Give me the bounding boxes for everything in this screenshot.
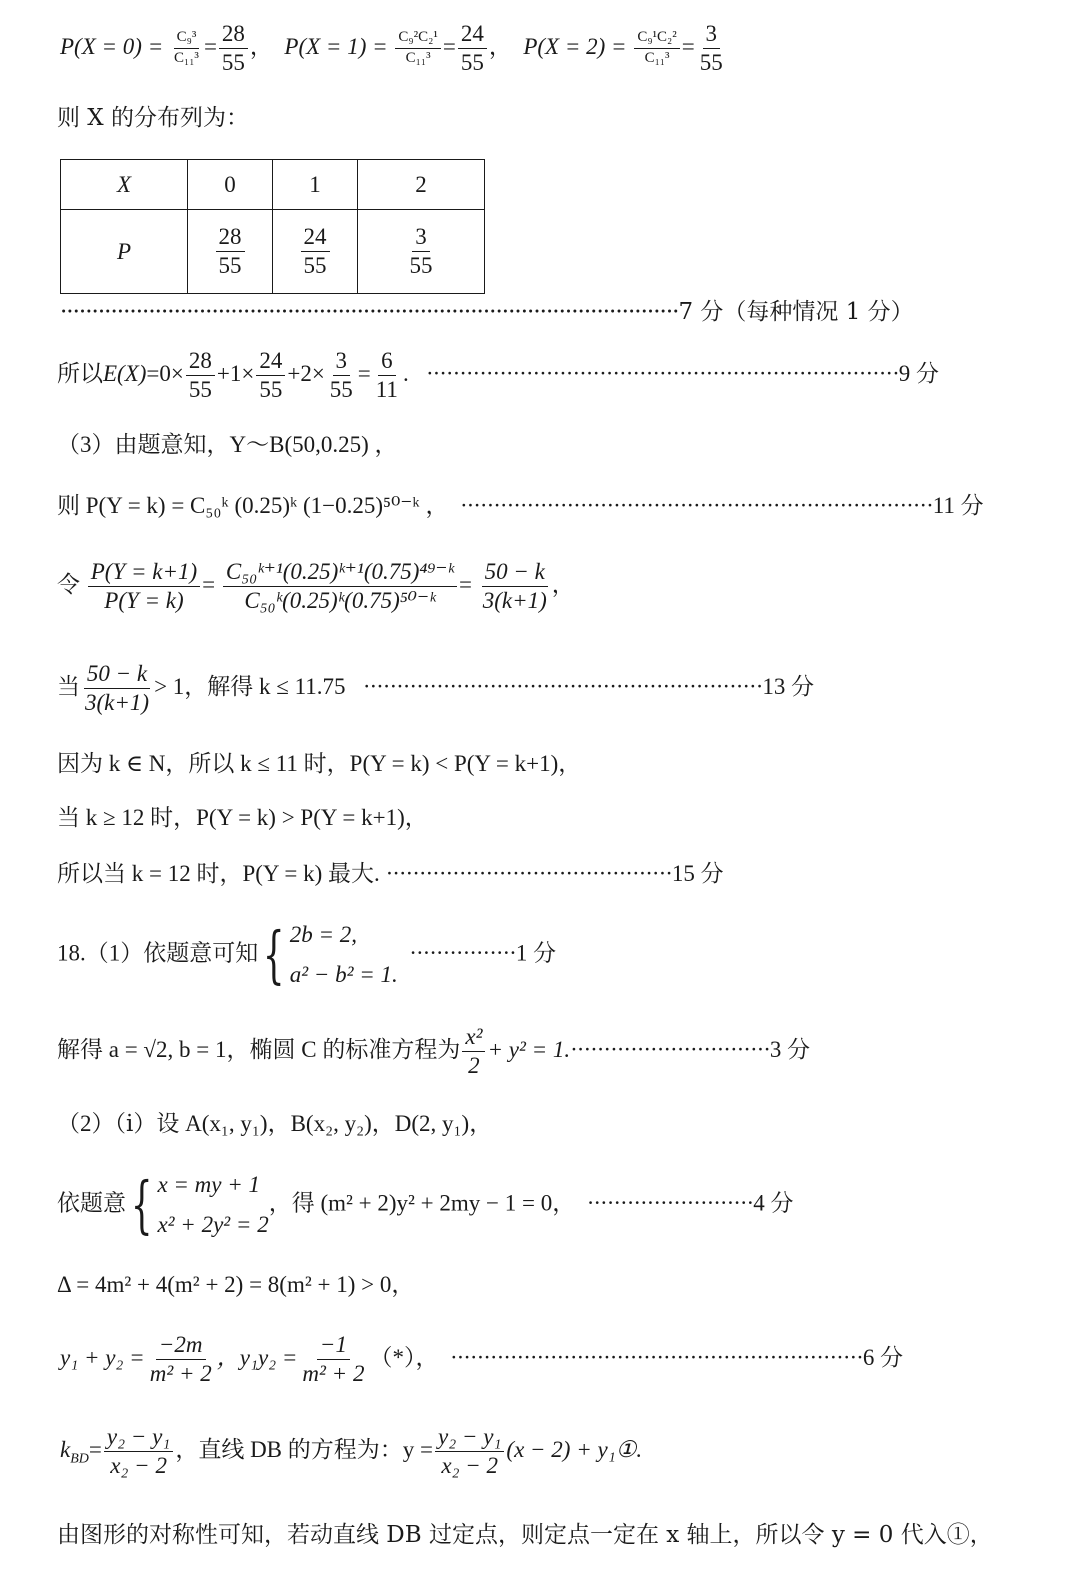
table-cell-p1: $\frac{24}{55}$ (273, 210, 358, 294)
p2-fraction: $\frac{3}{55}$ (699, 21, 723, 76)
score-7-line: ··································································································7 分（每种情况 1 分） (60, 299, 914, 325)
score-11: 11 分 (932, 493, 984, 518)
p1-fraction: $\frac{24}{55}$ (458, 22, 487, 75)
system-line: 依题意{ x = my + 1 x² + 2y² = 2 ，得 (m² + 2)y² + 2my − 1 = 0， ·························4 分 (57, 1168, 794, 1242)
table-row-label: P (61, 210, 188, 294)
expectation-line: 所以E(X)=0× $\frac{28}{55}$ +1× $\frac{24}{55}$ +2× $\frac{3}{55}$ = $\frac{6}{11}$ . ·······································································9 分 (57, 348, 939, 403)
score-6: 6 分 (862, 1344, 904, 1370)
table-header-x: X (61, 160, 188, 210)
k-line-3: 所以当 k = 12 时，P(Y = k) 最大. ···········································15 分 (57, 861, 724, 886)
score-9: 9 分 (898, 360, 939, 386)
p0-comb-fraction: $\frac{\text{C₉³}}{\text{C₁₁³}}$ (173, 29, 199, 67)
k-line-2: 当 k ≥ 12 时，P(Y = k) > P(Y = k+1)， (57, 805, 428, 830)
solve-line: 解得 a = √2, b = 1，椭圆 C 的标准方程为 $\frac{\text{x²}}{2}$ + y² = 1.······························3 分 (57, 1024, 811, 1079)
p2-label: P(X = 2) = (523, 33, 627, 59)
distribution-intro: 则 X 的分布列为： (57, 105, 249, 131)
score-1: 1 分 (515, 940, 557, 966)
ratio-line: 令 $\frac{P(Y = k+1)}{P(Y = k)}$ = $\frac{\text{C₅₀ᵏ⁺¹(0.25)ᵏ⁺¹(0.75)⁴⁹⁻ᵏ}}{\text{C₅₀ᵏ(0.25)ᵏ(0.75)⁵⁰⁻ᵏ}}$ = $\frac{50 - k}{3(k+1)}$ ， (57, 559, 575, 614)
slope-line: $k_{BD}=$ $\frac{\text{y₂ − y₁}}{\text{x₂ − 2}}$ ，直线 DB 的方程为：y = $\frac{\text{y₂ − y₁}}{\text{x₂ − 2}}$ (x − 2) + y₁①. (60, 1424, 643, 1479)
probability-line: P(X = 0) = $\frac{\text{C₉³}}{\text{C₁₁³}}$ = $\frac{28}{55}$ ， P(X = 1) = $\frac{\text{C₉²C₂¹}}{\text{C₁₁³}}$ = $\frac{24}{55}$ ， P(X = 2) = $\frac{\text{C₉¹C₂²}}{\text{C₁₁³}}$ = $\frac{3}{55}$ (60, 22, 728, 75)
p1-comb-fraction: $\frac{\text{C₉²C₂¹}}{\text{C₁₁³}}$ (395, 30, 440, 67)
table-header-0: 0 (188, 160, 273, 210)
p0-label: P(X = 0) = (60, 33, 164, 59)
score-15: 15 分 (671, 861, 724, 886)
vieta-line: y₁ + y₂ = $\frac{-2m}{\text{m² + 2}}$ ，y₁y₂ = $\frac{-1}{\text{m² + 2}}$ （*）， ······························································6 分 (60, 1332, 904, 1387)
p2-comb-fraction: $\frac{\text{C₉¹C₂²}}{\text{C₁₁³}}$ (634, 30, 679, 67)
score-7: 7 分（每种情况 1 分） (678, 299, 914, 325)
last-line: 由图形的对称性可知，若动直线 DB 过定点，则定点一定在 x 轴上，所以令 y = 0 代入①， (57, 1522, 993, 1548)
part3-line: （3）由题意知，Y～B(50,0.25) ， (57, 432, 398, 457)
score-4: 4 分 (753, 1190, 794, 1216)
score-3: 3 分 (769, 1036, 811, 1062)
p0-fraction: $\frac{28}{55}$ (219, 22, 248, 75)
table-header-2: 2 (358, 160, 485, 210)
table-cell-p2: $\frac{3}{55}$ (358, 210, 485, 294)
distribution-table (60, 159, 485, 294)
p1-label: P(X = 1) = (284, 33, 388, 59)
delta-line: Δ = 4m² + 4(m² + 2) = 8(m² + 1) > 0， (57, 1272, 415, 1297)
part2-line: （2）（ⅰ）设 A(x₁, y₁)，B(x₂, y₂)，D(2, y₁)， (57, 1111, 493, 1136)
table-cell-p0: $\frac{28}{55}$ (188, 210, 273, 294)
binomial-line: 则 P(Y = k) = C₅₀ᵏ (0.25)ᵏ (1−0.25)⁵⁰⁻ᵏ ， ·······································································11 分 (57, 493, 984, 518)
table-header-1: 1 (273, 160, 358, 210)
k-line-1: 因为 k ∈ N，所以 k ≤ 11 时，P(Y = k) < P(Y = k+1)， (57, 751, 582, 776)
score-13: 13 分 (762, 673, 815, 699)
inequality-line: 当 $\frac{50 - k}{3(k+1)}$ > 1，解得 k ≤ 11.75 ····························································13 分 (57, 661, 815, 716)
q18-line: 18.（1）依题意可知{ 2b = 2, a² − b² = 1. ················1 分 (57, 918, 557, 992)
